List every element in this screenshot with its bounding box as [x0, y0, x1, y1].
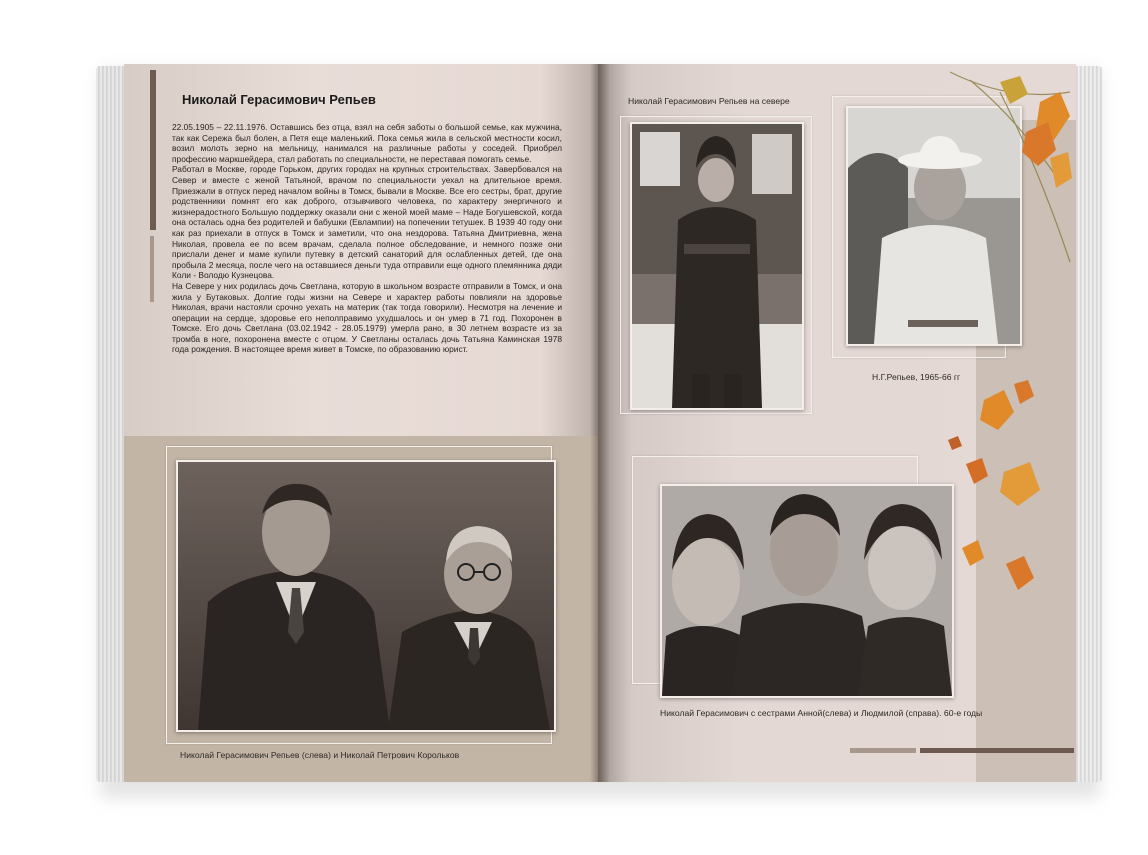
book-spine [590, 64, 610, 782]
autumn-leaf-icon [930, 62, 1080, 292]
bio-paragraph: Работал в Москве, городе Горьком, других городах на крупных строительствах. Завербовался на Север и вместе с женой Татьяной, врачом по специальности уехал на длительное время. Приезжали в отпуск перед началом войны в Томск, бывали в Москве. Все его сестры, брат, другие родственники помнят его как доброго, отзывчивого человека, по характеру энергичного и жизнерадостного Большую поддержку оказали они с женой моей маме – Наде Богушевской, когда она осталась одна без родителей и бабушки (Евлампии) на попечении тетушек. В 1939 40 году они как раз приехали в отпуск в Томск и заметили, что она нездорова. Татьяна Дмитриевна, жена Николая, провела ее по всем врачам, сделала полное обследование, и немного позже они прислали денег и маме купили путевку в детский санаторий для ослабленных детей, где она пробыла 2 месяца, после чего на оставшиеся деньги туда отправили еще одного племянника дяди Коли - Володю Кузнецова. [172, 164, 562, 281]
biography-text [172, 122, 562, 355]
left-accent-bar [150, 70, 156, 230]
north-photo-caption: Николай Герасимович Репьев на севере [628, 96, 790, 106]
portrait-caption: Н.Г.Репьев, 1965-66 гг [872, 372, 961, 382]
photo-three-siblings [660, 484, 954, 698]
right-accent-bar [920, 748, 1074, 753]
page-title: Николай Герасимович Репьев [182, 92, 376, 107]
siblings-photo-caption: Николай Герасимович с сестрами Анной(слева) и Людмилой (справа). 60-е годы [660, 708, 983, 718]
photo-man-in-north [630, 122, 804, 410]
left-page-edges [96, 66, 126, 782]
bio-paragraph: 22.05.1905 – 22.11.1976. Оставшись без отца, взял на себя заботы о большой семье, как мужчина, так как Сережа был болен, а Петя еще маленький. Пока семья жила в сельской местности косил, возил молоть зерно на мельницу, нанимался на различные работы у соседей. Приобрел профессию маркшейдера, стал работать по специальности, не переставая помогать семье. [172, 122, 562, 164]
autumn-leaf-icon [944, 380, 1054, 600]
photo-two-men [176, 460, 556, 732]
left-accent-bar-light [150, 236, 154, 302]
bio-paragraph: На Севере у них родилась дочь Светлана, которую в школьном возрасте отправили в Томск, и она жила у Бутаковых. Долгие годы жизни на Севере и характер работы повлияли на здоровье Николая, врачи настояли срочно уехать на материк (так тогда говорили). Несмотря на лечение и операции на сердце, здоровье его неполправимо ухудшалось и он умер в 71 год. Похоронен в Томске. Его дочь Светлана (03.02.1942 - 28.05.1979) умерла рано, в 30 летнем возрасте из за тромба в ноге, похоронена вместе с отцом. У Светланы осталась дочь Татьяна Каминская 1978 года рождения. В настоящее время живет в Томске, по образованию юрист. [172, 280, 562, 355]
left-photo-caption: Николай Герасимович Репьев (слева) и Николай Петрович Корольков [180, 750, 460, 760]
right-accent-bar-light [850, 748, 916, 753]
